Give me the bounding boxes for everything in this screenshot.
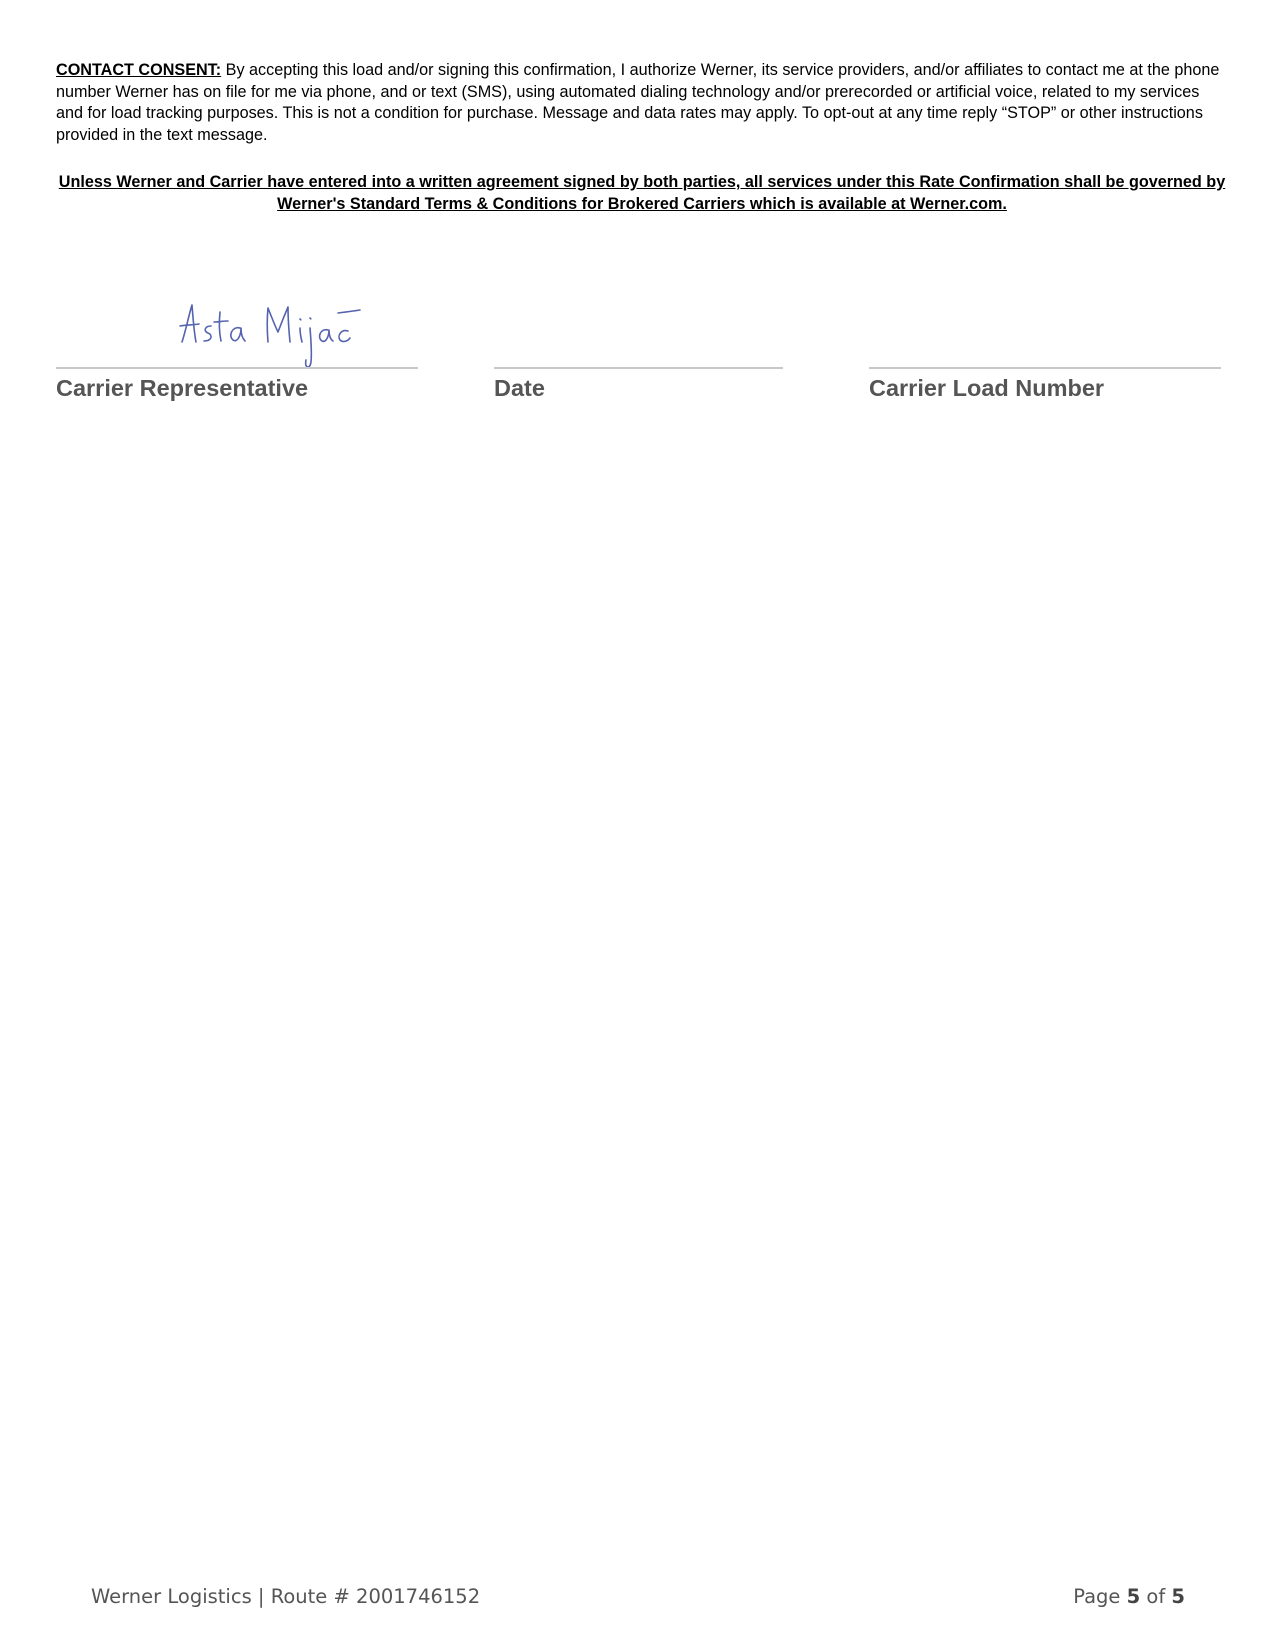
page-current: 5 [1126, 1585, 1141, 1608]
page-number [1073, 1585, 1185, 1608]
contact-consent-text: By accepting this load and/or signing this confirmation, I authorize Werner, its service providers, and/or affiliates to contact me at the phone number Werner has on file for me via phone, and or text (SMS), using automated dialing technology and/or prerecorded or artificial voice, related to my services and for load tracking purposes. This is not a condition for purchase. Message and data rates may apply. To opt-out at any time reply “STOP” or other instructions provided in the text message. [56, 61, 1220, 144]
page-of: of [1146, 1585, 1166, 1608]
page-prefix: Page [1073, 1585, 1121, 1608]
footer-route: Werner Logistics | Route # 2001746152 [91, 1585, 481, 1608]
date-label: Date [494, 375, 545, 401]
carrier-load-number-label: Carrier Load Number [869, 375, 1105, 401]
date-signature-line [494, 367, 783, 369]
carrier-representative-label: Carrier Representative [56, 375, 309, 401]
terms-notice: Unless Werner and Carrier have entered into a written agreement signed by both parties, all services under this Rate Confirmation shall be governed by Werner's Standard Terms & Conditions for Brokered Carriers which is available at Werner.com. [58, 173, 1226, 213]
page-total: 5 [1171, 1585, 1185, 1608]
load-number-signature-line [869, 367, 1221, 369]
representative-signature-line [56, 367, 418, 369]
contact-consent-label: CONTACT CONSENT: [56, 61, 222, 79]
contact-consent-paragraph [56, 60, 1228, 146]
